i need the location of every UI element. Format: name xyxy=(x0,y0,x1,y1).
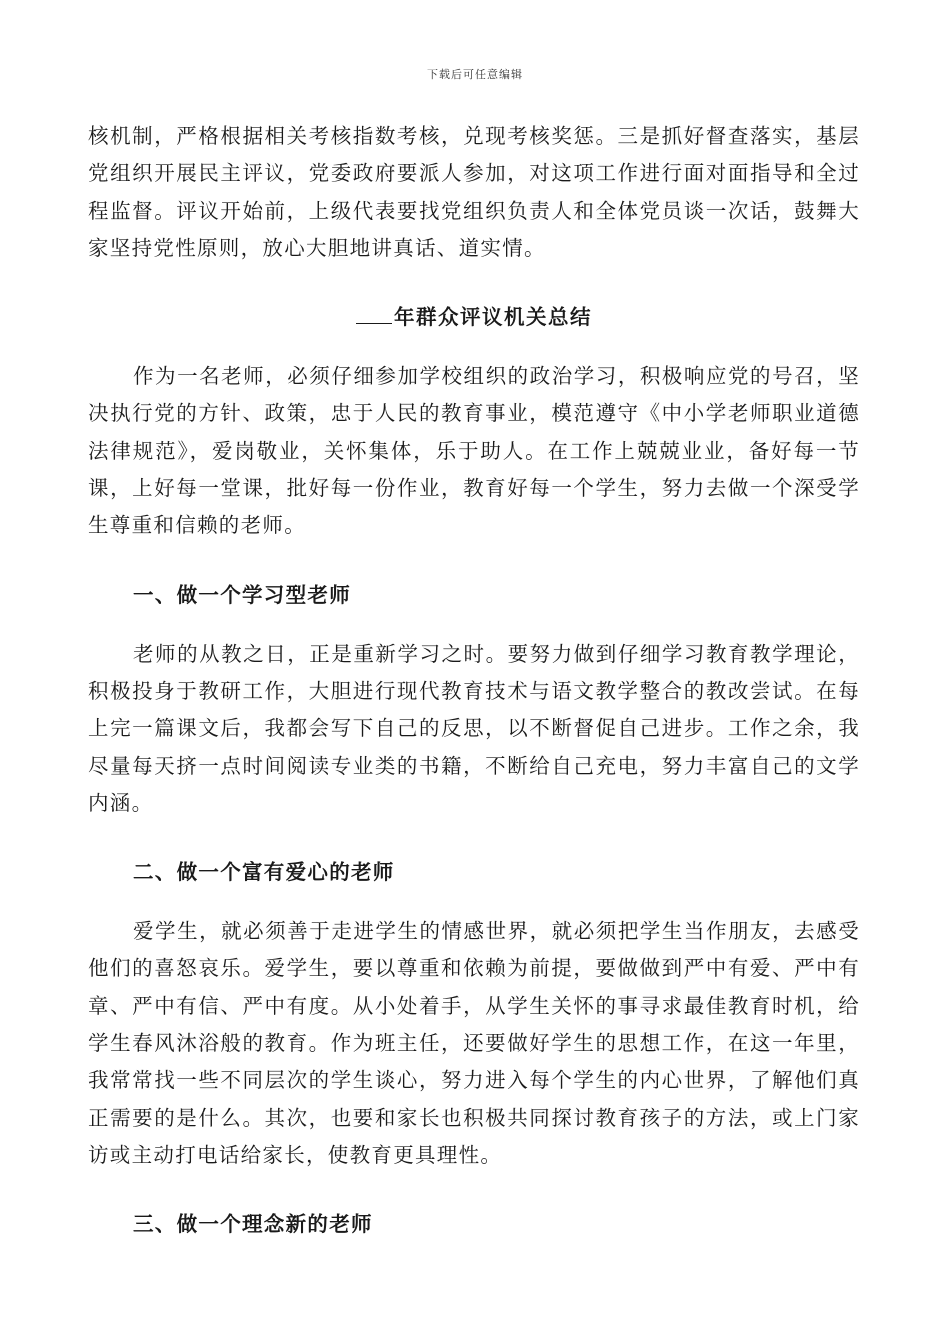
section-2-text: 爱学生，就必须善于走进学生的情感世界，就必须把学生当作朋友，去感受他们的喜怒哀乐。爱学生，要以尊重和依赖为前提，要做做到严中有爱、严中有章、严中有信、严中有度。从小处着手，从学生关怀的事寻求最佳教育时机，给学生春风沐浴般的教育。作为班主任，还要做好学生的思想工作，在这一年里，我常常找一些不同层次的学生谈心，努力进入每个学生的内心世界，了解他们真正需要的是什么。其次，也要和家长也积极共同探讨教育孩子的方法，或上门家访或主动打电话给家长，使教育更具理性。 xyxy=(88,919,860,1167)
section-3-heading: 三、做一个理念新的老师 xyxy=(133,1212,373,1237)
section-2-heading: 二、做一个富有爱心的老师 xyxy=(133,860,395,885)
document-title xyxy=(88,299,860,336)
section-1-heading: 一、做一个学习型老师 xyxy=(133,582,351,607)
document-title-text: 年群众评议机关总结 xyxy=(394,305,592,330)
year-blank xyxy=(356,305,392,324)
paragraph-1: 作为一名老师，必须仔细参加学校组织的政治学习，积极响应党的号召，坚决执行党的方针、政策，忠于人民的教育事业，模范遵守《中小学老师职业道德法律规范》，爱岗敬业，关怀集体，乐于助人。在工作上兢兢业业，备好每一节课，上好每一堂课，批好每一份作业，教育好每一个学生，努力去做一个深受学生尊重和信赖的老师。 xyxy=(88,364,860,538)
section-1-text: 老师的从教之日，正是重新学习之时。要努力做到仔细学习教育教学理论，积极投身于教研工作，大胆进行现代教育技术与语文教学整合的教改尝试。在每上完一篇课文后，我都会写下自己的反思，以不断督促自己进步。工作之余，我尽量每天挤一点时间阅读专业类的书籍，不断给自己充电，努力丰富自己的文学内涵。 xyxy=(88,641,860,815)
header-note: 下载后可任意编辑 xyxy=(427,68,523,81)
intro-paragraph: 核机制，严格根据相关考核指数考核，兑现考核奖惩。三是抓好督查落实，基层党组织开展民主评议，党委政府要派人参加，对这项工作进行面对面指导和全过程监督。评议开始前，上级代表要找党组织负责人和全体党员谈一次话，鼓舞大家坚持党性原则，放心大胆地讲真话、道实情。 xyxy=(88,124,860,260)
document-body xyxy=(88,118,860,1243)
